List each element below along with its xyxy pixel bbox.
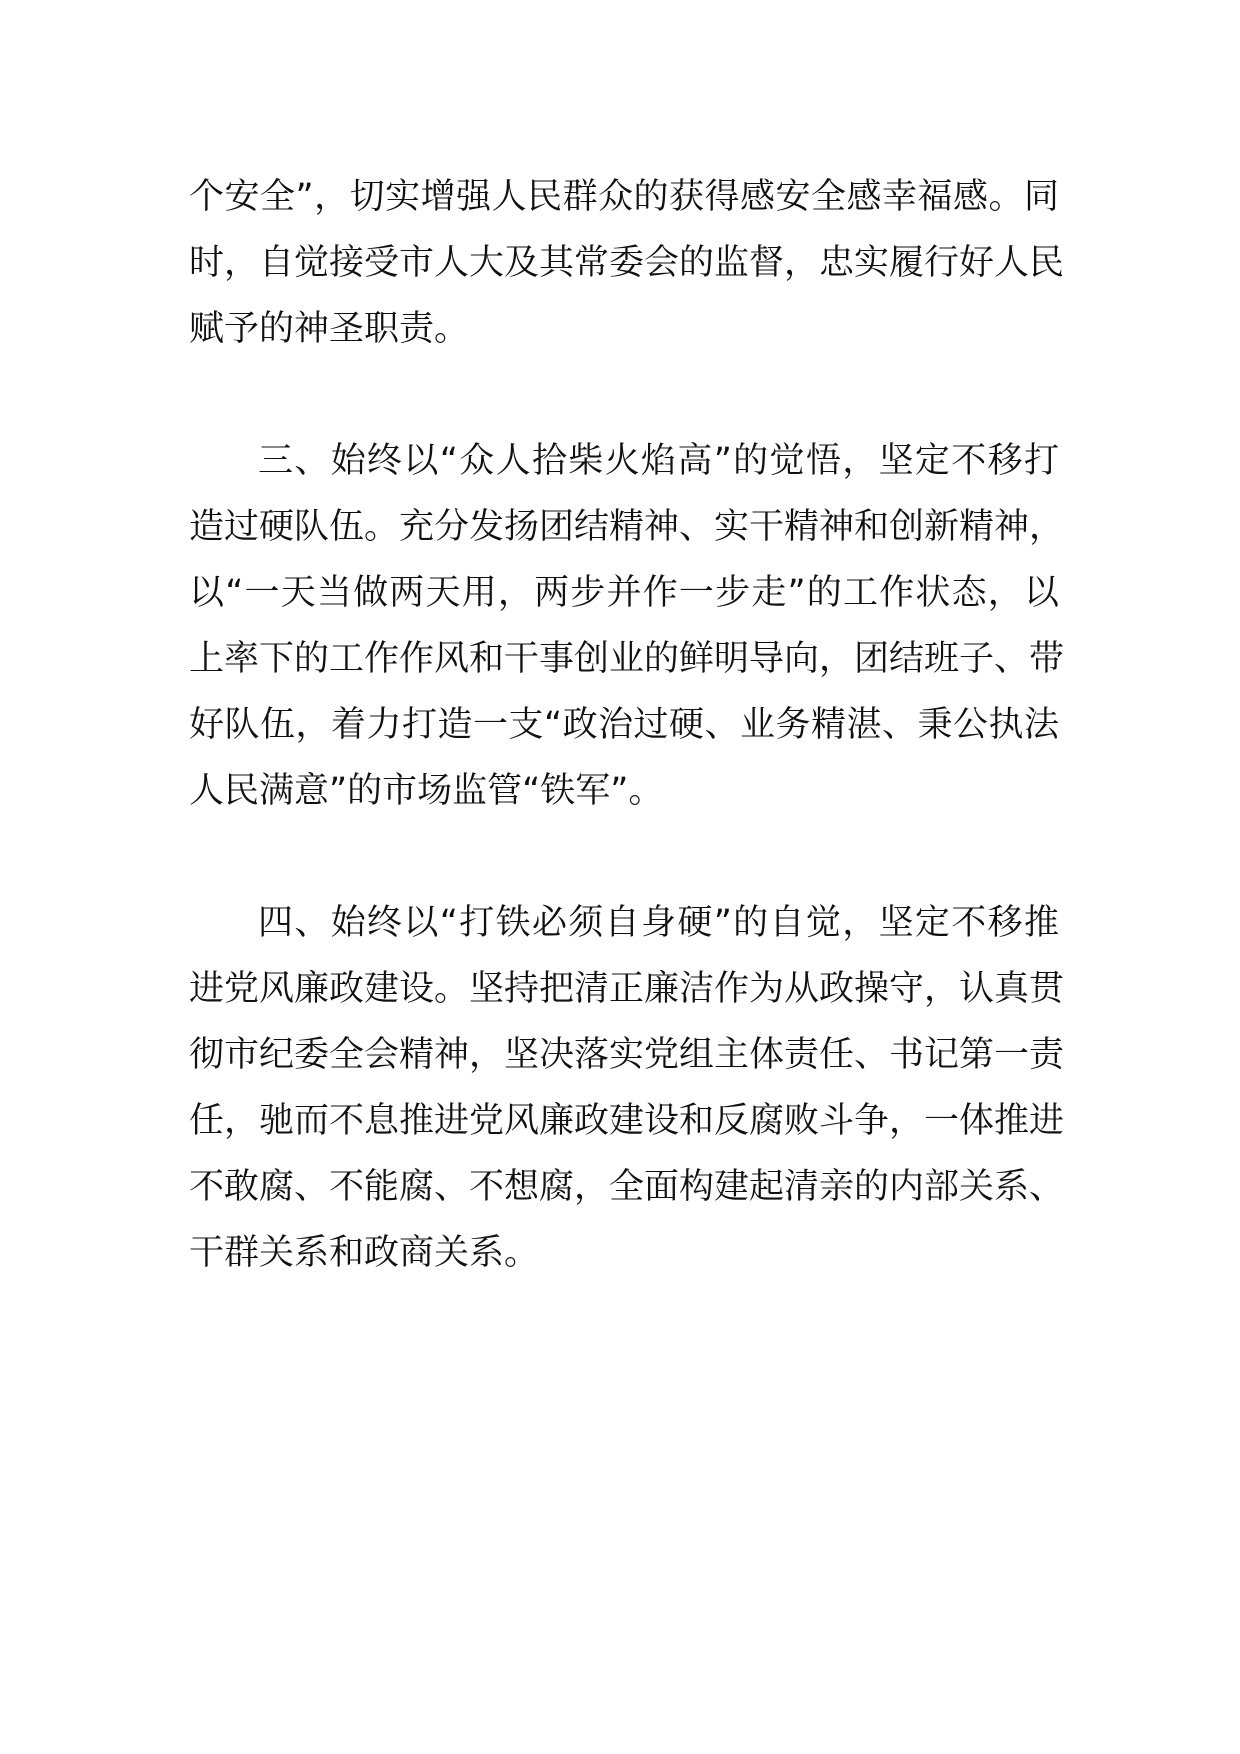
paragraph-1-line-1: 个安全”，切实增强人民群众的获得感安全感幸福感。同 — [189, 177, 1059, 217]
paragraph-3-line-6: 干群关系和政商关系。 — [189, 1233, 540, 1273]
paragraph-2-line-4: 上率下的工作作风和干事创业的鲜明导向，团结班子、带 — [189, 639, 1065, 679]
paragraph-3-line-1: 四、始终以“打铁必须自身硬”的自觉，坚定不移推 — [258, 903, 1059, 943]
paragraph-2-line-5: 好队伍，着力打造一支“政治过硬、业务精湛、秉公执法 — [189, 705, 1059, 745]
paragraph-1-line-2: 时，自觉接受市人大及其常委会的监督，忠实履行好人民 — [189, 243, 1065, 283]
paragraph-2-line-6: 人民满意”的市场监管“铁军”。 — [189, 771, 664, 811]
paragraph-2-line-2: 造过硬队伍。充分发扬团结精神、实干精神和创新精神， — [189, 507, 1065, 547]
paragraph-3-line-2: 进党风廉政建设。坚持把清正廉洁作为从政操守，认真贯 — [189, 969, 1065, 1009]
paragraph-3-line-5: 不敢腐、不能腐、不想腐，全面构建起清亲的内部关系、 — [189, 1167, 1065, 1207]
paragraph-2-line-1: 三、始终以“众人拾柴火焰高”的觉悟，坚定不移打 — [258, 441, 1059, 481]
paragraph-2-line-3: 以“一天当做两天用，两步并作一步走”的工作状态，以 — [189, 573, 1059, 613]
paragraph-3-line-4: 任，驰而不息推进党风廉政建设和反腐败斗争，一体推进 — [189, 1101, 1065, 1141]
paragraph-1-line-3: 赋予的神圣职责。 — [189, 309, 470, 349]
paragraph-3-line-3: 彻市纪委全会精神，坚决落实党组主体责任、书记第一责 — [189, 1035, 1065, 1075]
